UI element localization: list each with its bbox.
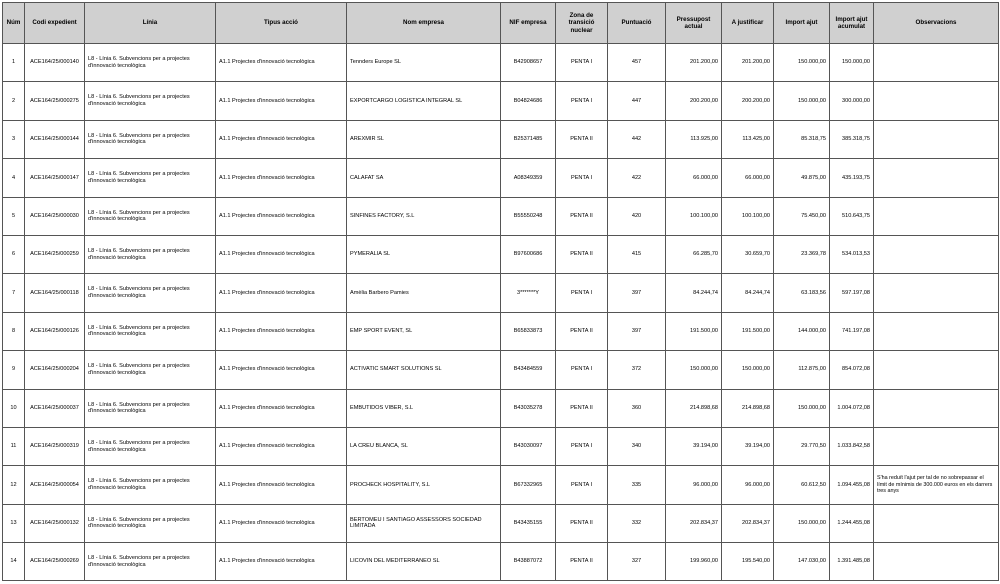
cell-observacions (874, 312, 999, 350)
cell-tipus-accio: A1.1 Projectes d'innovació tecnològica (216, 197, 347, 235)
cell-import-acumulat: 854.072,08 (830, 351, 874, 389)
cell-observacions (874, 274, 999, 312)
cell-observacions (874, 120, 999, 158)
cell-nom-empresa: PROCHECK HOSPITALITY, S.L (347, 466, 501, 504)
header-puntuacio: Puntuació (608, 3, 666, 44)
cell-nom-empresa: BERTOMEU I SANTIAGO ASSESSORS SOCIEDAD LIMITADA (347, 504, 501, 542)
cell-observacions (874, 504, 999, 542)
cell-nom-empresa: LICOVIN DEL MEDITERRANEO SL (347, 543, 501, 581)
cell-import-ajut: 150.000,00 (774, 504, 830, 542)
cell-nif-empresa: B43484559 (501, 351, 556, 389)
cell-zona: PENTA II (556, 389, 608, 427)
cell-pressupost: 150.000,00 (666, 351, 722, 389)
cell-num: 11 (3, 427, 25, 465)
cell-nif-empresa: B04824686 (501, 82, 556, 120)
cell-tipus-accio: A1.1 Projectes d'innovació tecnològica (216, 312, 347, 350)
cell-puntuacio: 415 (608, 235, 666, 273)
cell-nif-empresa: B43887072 (501, 543, 556, 581)
cell-num: 3 (3, 120, 25, 158)
cell-linia: L8 - Línia 6. Subvencions per a projectes d'innovació tecnològica (85, 159, 216, 197)
cell-puntuacio: 335 (608, 466, 666, 504)
cell-zona: PENTA II (556, 312, 608, 350)
header-import-acumulat: Import ajut acumulat (830, 3, 874, 44)
cell-linia: L8 - Línia 6. Subvencions per a projectes d'innovació tecnològica (85, 120, 216, 158)
table-row (3, 235, 999, 273)
cell-tipus-accio: A1.1 Projectes d'innovació tecnològica (216, 466, 347, 504)
document-page (2, 2, 998, 581)
cell-import-acumulat: 1.244.455,08 (830, 504, 874, 542)
cell-nom-empresa: EXPORTCARGO LOGISTICA INTEGRAL SL (347, 82, 501, 120)
cell-observacions (874, 351, 999, 389)
cell-puntuacio: 442 (608, 120, 666, 158)
cell-puntuacio: 420 (608, 197, 666, 235)
cell-import-acumulat: 1.033.842,58 (830, 427, 874, 465)
cell-linia: L8 - Línia 6. Subvencions per a projectes d'innovació tecnològica (85, 351, 216, 389)
cell-observacions (874, 543, 999, 581)
cell-linia: L8 - Línia 6. Subvencions per a projectes d'innovació tecnològica (85, 466, 216, 504)
cell-nif-empresa: B43035278 (501, 389, 556, 427)
cell-observacions (874, 197, 999, 235)
cell-import-ajut: 29.770,50 (774, 427, 830, 465)
cell-pressupost: 214.898,68 (666, 389, 722, 427)
cell-a-justificar: 200.200,00 (722, 82, 774, 120)
cell-pressupost: 100.100,00 (666, 197, 722, 235)
cell-codi-expedient: ACE164/25/000030 (25, 197, 85, 235)
cell-linia: L8 - Línia 6. Subvencions per a projectes d'innovació tecnològica (85, 235, 216, 273)
cell-puntuacio: 327 (608, 543, 666, 581)
cell-nif-empresa: 3*******Y (501, 274, 556, 312)
cell-codi-expedient: ACE164/25/000118 (25, 274, 85, 312)
cell-num: 13 (3, 504, 25, 542)
cell-tipus-accio: A1.1 Projectes d'innovació tecnològica (216, 44, 347, 82)
cell-import-acumulat: 1.004.072,08 (830, 389, 874, 427)
cell-import-ajut: 147.030,00 (774, 543, 830, 581)
cell-import-acumulat: 741.197,08 (830, 312, 874, 350)
cell-a-justificar: 66.000,00 (722, 159, 774, 197)
cell-codi-expedient: ACE164/25/000319 (25, 427, 85, 465)
cell-codi-expedient: ACE164/25/000147 (25, 159, 85, 197)
cell-observacions (874, 82, 999, 120)
cell-zona: PENTA I (556, 427, 608, 465)
cell-zona: PENTA II (556, 543, 608, 581)
cell-codi-expedient: ACE164/25/000259 (25, 235, 85, 273)
cell-pressupost: 199.960,00 (666, 543, 722, 581)
cell-num: 8 (3, 312, 25, 350)
cell-a-justificar: 191.500,00 (722, 312, 774, 350)
cell-import-ajut: 60.612,50 (774, 466, 830, 504)
table-row (3, 274, 999, 312)
cell-tipus-accio: A1.1 Projectes d'innovació tecnològica (216, 235, 347, 273)
cell-nom-empresa: EMBUTIDOS VIBER, S.L (347, 389, 501, 427)
cell-linia: L8 - Línia 6. Subvencions per a projectes d'innovació tecnològica (85, 427, 216, 465)
cell-import-ajut: 63.183,56 (774, 274, 830, 312)
cell-num: 14 (3, 543, 25, 581)
cell-tipus-accio: A1.1 Projectes d'innovació tecnològica (216, 351, 347, 389)
cell-pressupost: 202.834,37 (666, 504, 722, 542)
cell-import-acumulat: 1.094.455,08 (830, 466, 874, 504)
cell-tipus-accio: A1.1 Projectes d'innovació tecnològica (216, 159, 347, 197)
cell-import-acumulat: 150.000,00 (830, 44, 874, 82)
cell-num: 12 (3, 466, 25, 504)
cell-nif-empresa: B67332965 (501, 466, 556, 504)
table-row (3, 120, 999, 158)
cell-nif-empresa: B25371485 (501, 120, 556, 158)
cell-codi-expedient: ACE164/25/000126 (25, 312, 85, 350)
table-row (3, 197, 999, 235)
cell-import-acumulat: 1.391.485,08 (830, 543, 874, 581)
cell-nom-empresa: EMP SPORT EVENT, SL (347, 312, 501, 350)
cell-zona: PENTA I (556, 44, 608, 82)
cell-codi-expedient: ACE164/25/000204 (25, 351, 85, 389)
table-row (3, 82, 999, 120)
cell-import-ajut: 144.000,00 (774, 312, 830, 350)
cell-pressupost: 66.285,70 (666, 235, 722, 273)
cell-a-justificar: 150.000,00 (722, 351, 774, 389)
cell-num: 5 (3, 197, 25, 235)
cell-zona: PENTA II (556, 197, 608, 235)
table-row (3, 427, 999, 465)
cell-pressupost: 96.000,00 (666, 466, 722, 504)
header-tipus-accio: Tipus acció (216, 3, 347, 44)
cell-nom-empresa: SINFINES FACTORY, S.L (347, 197, 501, 235)
cell-linia: L8 - Línia 6. Subvencions per a projectes d'innovació tecnològica (85, 389, 216, 427)
cell-import-acumulat: 534.013,53 (830, 235, 874, 273)
cell-linia: L8 - Línia 6. Subvencions per a projectes d'innovació tecnològica (85, 543, 216, 581)
cell-nom-empresa: ACTIVATIC SMART SOLUTIONS SL (347, 351, 501, 389)
cell-nif-empresa: B43435155 (501, 504, 556, 542)
cell-codi-expedient: ACE164/25/000037 (25, 389, 85, 427)
cell-import-ajut: 23.369,78 (774, 235, 830, 273)
header-zona: Zona de transició nuclear (556, 3, 608, 44)
cell-zona: PENTA II (556, 235, 608, 273)
cell-puntuacio: 422 (608, 159, 666, 197)
cell-pressupost: 66.000,00 (666, 159, 722, 197)
cell-num: 1 (3, 44, 25, 82)
cell-nom-empresa: CALAFAT SA (347, 159, 501, 197)
cell-import-ajut: 150.000,00 (774, 44, 830, 82)
cell-a-justificar: 30.659,70 (722, 235, 774, 273)
cell-tipus-accio: A1.1 Projectes d'innovació tecnològica (216, 543, 347, 581)
cell-a-justificar: 100.100,00 (722, 197, 774, 235)
table-row (3, 389, 999, 427)
cell-nif-empresa: B55550248 (501, 197, 556, 235)
cell-puntuacio: 360 (608, 389, 666, 427)
cell-pressupost: 84.244,74 (666, 274, 722, 312)
table-row (3, 466, 999, 504)
cell-import-acumulat: 385.318,75 (830, 120, 874, 158)
cell-linia: L8 - Línia 6. Subvencions per a projectes d'innovació tecnològica (85, 82, 216, 120)
cell-nom-empresa: LA CREU BLANCA, SL (347, 427, 501, 465)
cell-observacions (874, 235, 999, 273)
cell-import-ajut: 150.000,00 (774, 389, 830, 427)
cell-num: 4 (3, 159, 25, 197)
cell-a-justificar: 113.425,00 (722, 120, 774, 158)
cell-tipus-accio: A1.1 Projectes d'innovació tecnològica (216, 120, 347, 158)
table-row (3, 543, 999, 581)
cell-puntuacio: 332 (608, 504, 666, 542)
table-body (3, 44, 999, 581)
cell-import-acumulat: 435.193,75 (830, 159, 874, 197)
cell-tipus-accio: A1.1 Projectes d'innovació tecnològica (216, 427, 347, 465)
header-codi-expedient: Codi expedient (25, 3, 85, 44)
header-pressupost: Pressupost actual (666, 3, 722, 44)
table-row (3, 312, 999, 350)
cell-observacions (874, 427, 999, 465)
cell-pressupost: 113.925,00 (666, 120, 722, 158)
cell-linia: L8 - Línia 6. Subvencions per a projectes d'innovació tecnològica (85, 44, 216, 82)
cell-zona: PENTA II (556, 120, 608, 158)
cell-pressupost: 200.200,00 (666, 82, 722, 120)
cell-nom-empresa: AREXMIR SL (347, 120, 501, 158)
cell-import-ajut: 112.875,00 (774, 351, 830, 389)
cell-observacions: S'ha reduït l'ajut per tal de no sobrepassar el límit de mínimis de 300.000 euros en els darrers tres anys (874, 466, 999, 504)
cell-linia: L8 - Línia 6. Subvencions per a projectes d'innovació tecnològica (85, 504, 216, 542)
cell-puntuacio: 372 (608, 351, 666, 389)
cell-a-justificar: 96.000,00 (722, 466, 774, 504)
cell-nom-empresa: PYMERALIA SL (347, 235, 501, 273)
header-a-justificar: A justificar (722, 3, 774, 44)
cell-nif-empresa: B97600686 (501, 235, 556, 273)
header-num: Núm (3, 3, 25, 44)
cell-zona: PENTA I (556, 466, 608, 504)
table-row (3, 44, 999, 82)
header-nif-empresa: NIF empresa (501, 3, 556, 44)
cell-nif-empresa: B65833873 (501, 312, 556, 350)
cell-import-ajut: 49.875,00 (774, 159, 830, 197)
cell-tipus-accio: A1.1 Projectes d'innovació tecnològica (216, 504, 347, 542)
cell-import-ajut: 75.450,00 (774, 197, 830, 235)
cell-a-justificar: 214.898,68 (722, 389, 774, 427)
header-linia: Línia (85, 3, 216, 44)
cell-zona: PENTA I (556, 82, 608, 120)
cell-zona: PENTA I (556, 159, 608, 197)
cell-puntuacio: 397 (608, 312, 666, 350)
cell-codi-expedient: ACE164/25/000269 (25, 543, 85, 581)
cell-num: 9 (3, 351, 25, 389)
header-observacions: Observacions (874, 3, 999, 44)
cell-a-justificar: 202.834,37 (722, 504, 774, 542)
cell-linia: L8 - Línia 6. Subvencions per a projectes d'innovació tecnològica (85, 274, 216, 312)
cell-linia: L8 - Línia 6. Subvencions per a projectes d'innovació tecnològica (85, 197, 216, 235)
cell-a-justificar: 84.244,74 (722, 274, 774, 312)
cell-puntuacio: 340 (608, 427, 666, 465)
cell-import-acumulat: 510.643,75 (830, 197, 874, 235)
cell-codi-expedient: ACE164/25/000144 (25, 120, 85, 158)
cell-puntuacio: 447 (608, 82, 666, 120)
cell-import-ajut: 85.318,75 (774, 120, 830, 158)
cell-import-acumulat: 597.197,08 (830, 274, 874, 312)
cell-observacions (874, 159, 999, 197)
cell-codi-expedient: ACE164/25/000132 (25, 504, 85, 542)
cell-pressupost: 191.500,00 (666, 312, 722, 350)
cell-zona: PENTA I (556, 351, 608, 389)
header-row (3, 3, 999, 44)
cell-nom-empresa: Tennders Europe SL (347, 44, 501, 82)
cell-puntuacio: 457 (608, 44, 666, 82)
cell-num: 7 (3, 274, 25, 312)
cell-nif-empresa: B42908657 (501, 44, 556, 82)
header-nom-empresa: Nom empresa (347, 3, 501, 44)
cell-tipus-accio: A1.1 Projectes d'innovació tecnològica (216, 82, 347, 120)
cell-pressupost: 39.194,00 (666, 427, 722, 465)
cell-a-justificar: 195.540,00 (722, 543, 774, 581)
cell-a-justificar: 39.194,00 (722, 427, 774, 465)
cell-a-justificar: 201.200,00 (722, 44, 774, 82)
cell-codi-expedient: ACE164/25/000140 (25, 44, 85, 82)
cell-codi-expedient: ACE164/25/000275 (25, 82, 85, 120)
cell-nif-empresa: B43030097 (501, 427, 556, 465)
cell-linia: L8 - Línia 6. Subvencions per a projectes d'innovació tecnològica (85, 312, 216, 350)
cell-zona: PENTA I (556, 274, 608, 312)
cell-pressupost: 201.200,00 (666, 44, 722, 82)
cell-nom-empresa: Amèlia Barbero Pamies (347, 274, 501, 312)
cell-nif-empresa: A08349359 (501, 159, 556, 197)
cell-tipus-accio: A1.1 Projectes d'innovació tecnològica (216, 274, 347, 312)
table-row (3, 159, 999, 197)
table-row (3, 504, 999, 542)
cell-zona: PENTA II (556, 504, 608, 542)
cell-import-ajut: 150.000,00 (774, 82, 830, 120)
cell-puntuacio: 397 (608, 274, 666, 312)
cell-codi-expedient: ACE164/25/000054 (25, 466, 85, 504)
cell-observacions (874, 44, 999, 82)
cell-num: 10 (3, 389, 25, 427)
grants-table (2, 2, 999, 581)
cell-num: 2 (3, 82, 25, 120)
cell-tipus-accio: A1.1 Projectes d'innovació tecnològica (216, 389, 347, 427)
table-row (3, 351, 999, 389)
cell-num: 6 (3, 235, 25, 273)
header-import-ajut: Import ajut (774, 3, 830, 44)
table-header (3, 3, 999, 44)
cell-import-acumulat: 300.000,00 (830, 82, 874, 120)
cell-observacions (874, 389, 999, 427)
